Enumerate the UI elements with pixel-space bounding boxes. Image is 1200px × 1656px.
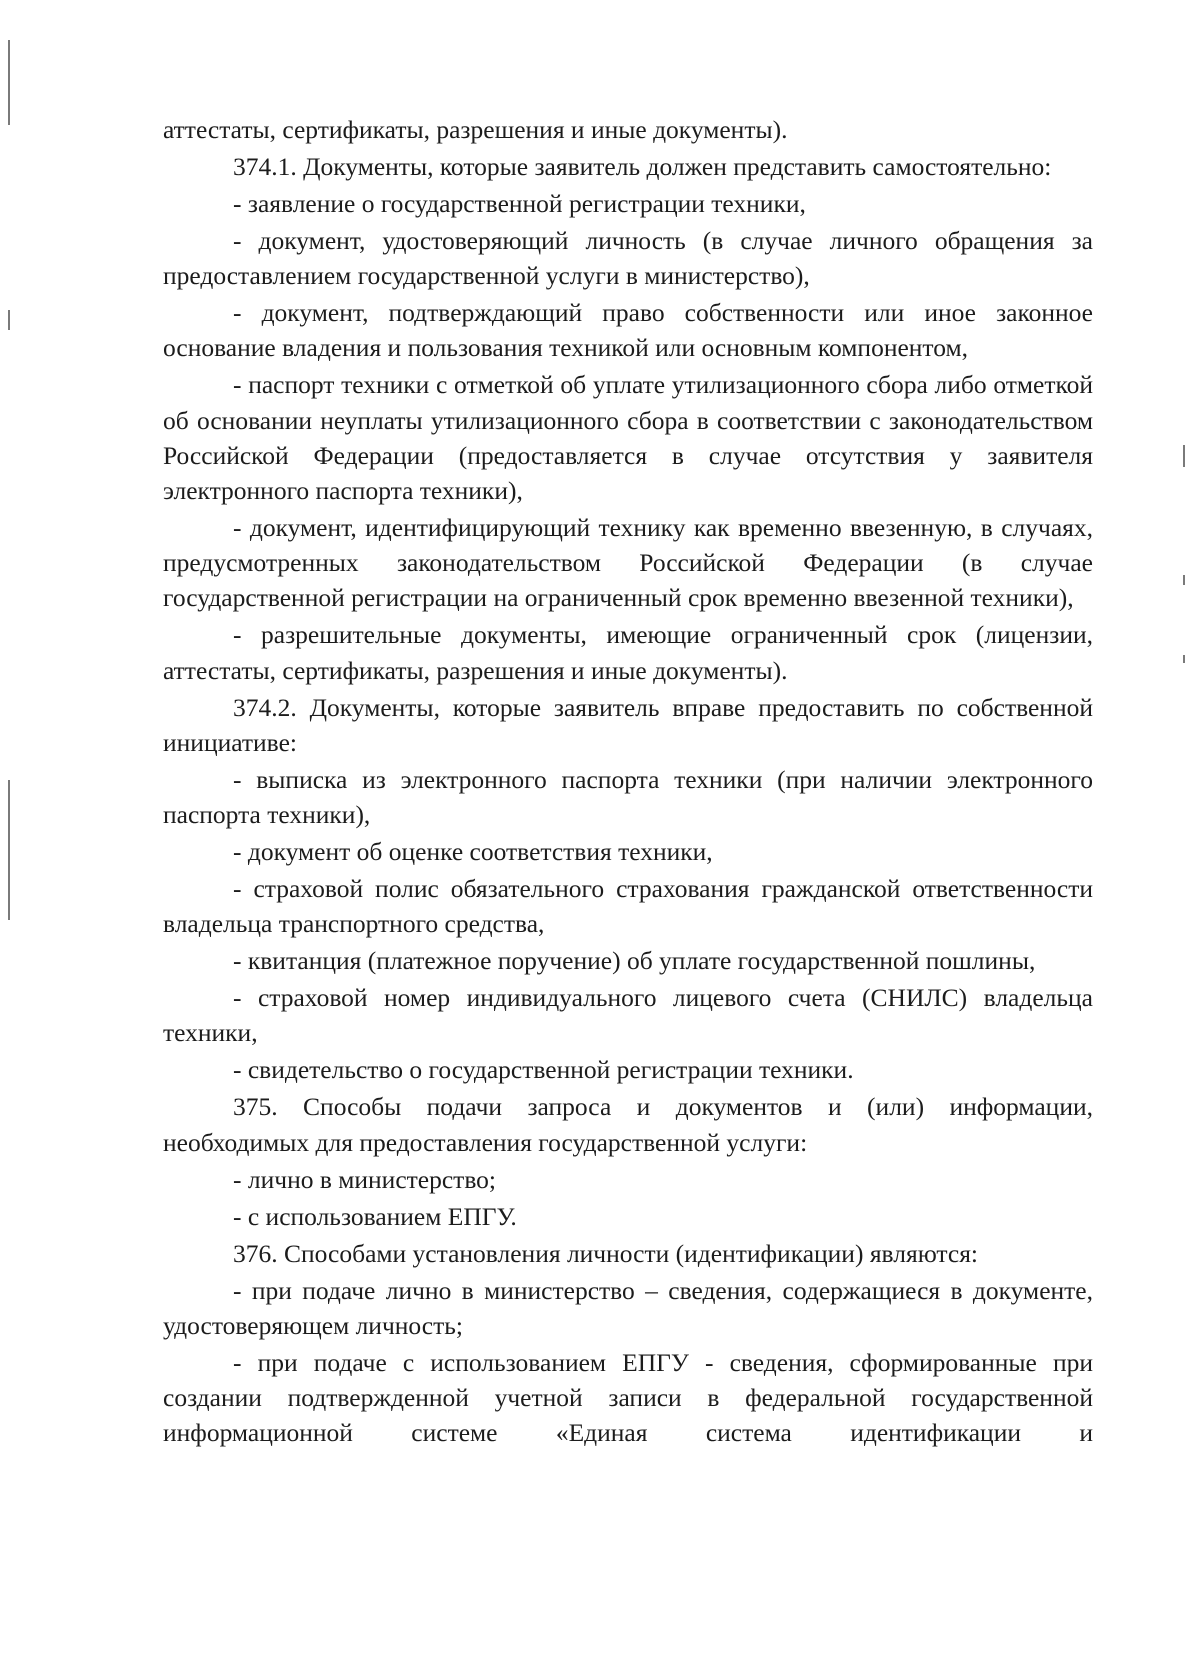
list-item: - лично в министерство; [233,1164,497,1194]
paragraph-374-1-heading: 374.1. Документы, которые заявитель должен представить самостоятельно: [233,152,1052,181]
scan-edge-mark [1183,575,1185,585]
list-item: - при подаче лично в министерство – сведения, содержащиеся в документе, удостоверяющем личность; [163,1275,1093,1340]
list-item: - паспорт техники с отметкой об уплате утилизационного сбора либо отметкой об основании неуплаты утилизационного сбора в соответствии с законодательством Российской Федерации (предоставляется в случае отсутствия у заявителя электронного паспорта техники), [163,370,1093,506]
list-item: - документ, идентифицирующий технику как временно ввезенную, в случаях, предусмотренных законодательством Российской Федерации (в случае государственной регистрации на ограниченный срок временно ввезенной техники), [163,513,1093,613]
scan-edge-mark [1183,445,1185,467]
list-item: - при подаче с использованием ЕПГУ - сведения, сформированные при создании подтвержденной учетной записи в федеральной государственной информационной системе «Единая система идентификации и [163,1347,1093,1448]
scan-edge-mark [1183,655,1185,663]
list-item: - документ, удостоверяющий личность (в случае личного обращения за предоставлением государственной услуги в министерство), [163,226,1093,291]
paragraph-376: 376. Способами установления личности (идентификации) являются: [233,1238,979,1268]
list-item: - с использованием ЕПГУ. [233,1201,517,1231]
list-item: - выписка из электронного паспорта техники (при наличии электронного паспорта техники), [163,764,1093,830]
list-item: - страховой полис обязательного страхования гражданской ответственности владельца транспортного средства, [163,874,1093,939]
scan-edge-mark [8,780,10,920]
list-item: - разрешительные документы, имеющие ограниченный срок (лицензии, аттестаты, сертификаты, разрешения и иные документы). [163,620,1093,685]
paragraph-375: 375. Способы подачи запроса и документов и (или) информации, необходимых для предоставления государственной услуги: [163,1092,1093,1157]
paragraph-374-2-heading: 374.2. Документы, которые заявитель вправе предоставить по собственной инициативе: [163,692,1093,757]
list-item: - документ, подтверждающий право собственности или иное законное основание владения и пользования техникой или основным компонентом, [163,298,1093,363]
list-item: - свидетельство о государственной регистрации техники. [233,1055,854,1085]
scan-edge-mark [8,310,10,330]
document-body [163,112,1093,1452]
list-item: - документ об оценке соответствия техники, [233,837,713,867]
paragraph-continuation: аттестаты, сертификаты, разрешения и иные документы). [163,115,788,144]
list-item: - страховой номер индивидуального лицевого счета (СНИЛС) владельца техники, [163,983,1093,1048]
list-item: - квитанция (платежное поручение) об уплате государственной пошлины, [233,946,1036,976]
scan-edge-mark [8,40,10,125]
list-item: - заявление о государственной регистрации техники, [233,189,806,218]
